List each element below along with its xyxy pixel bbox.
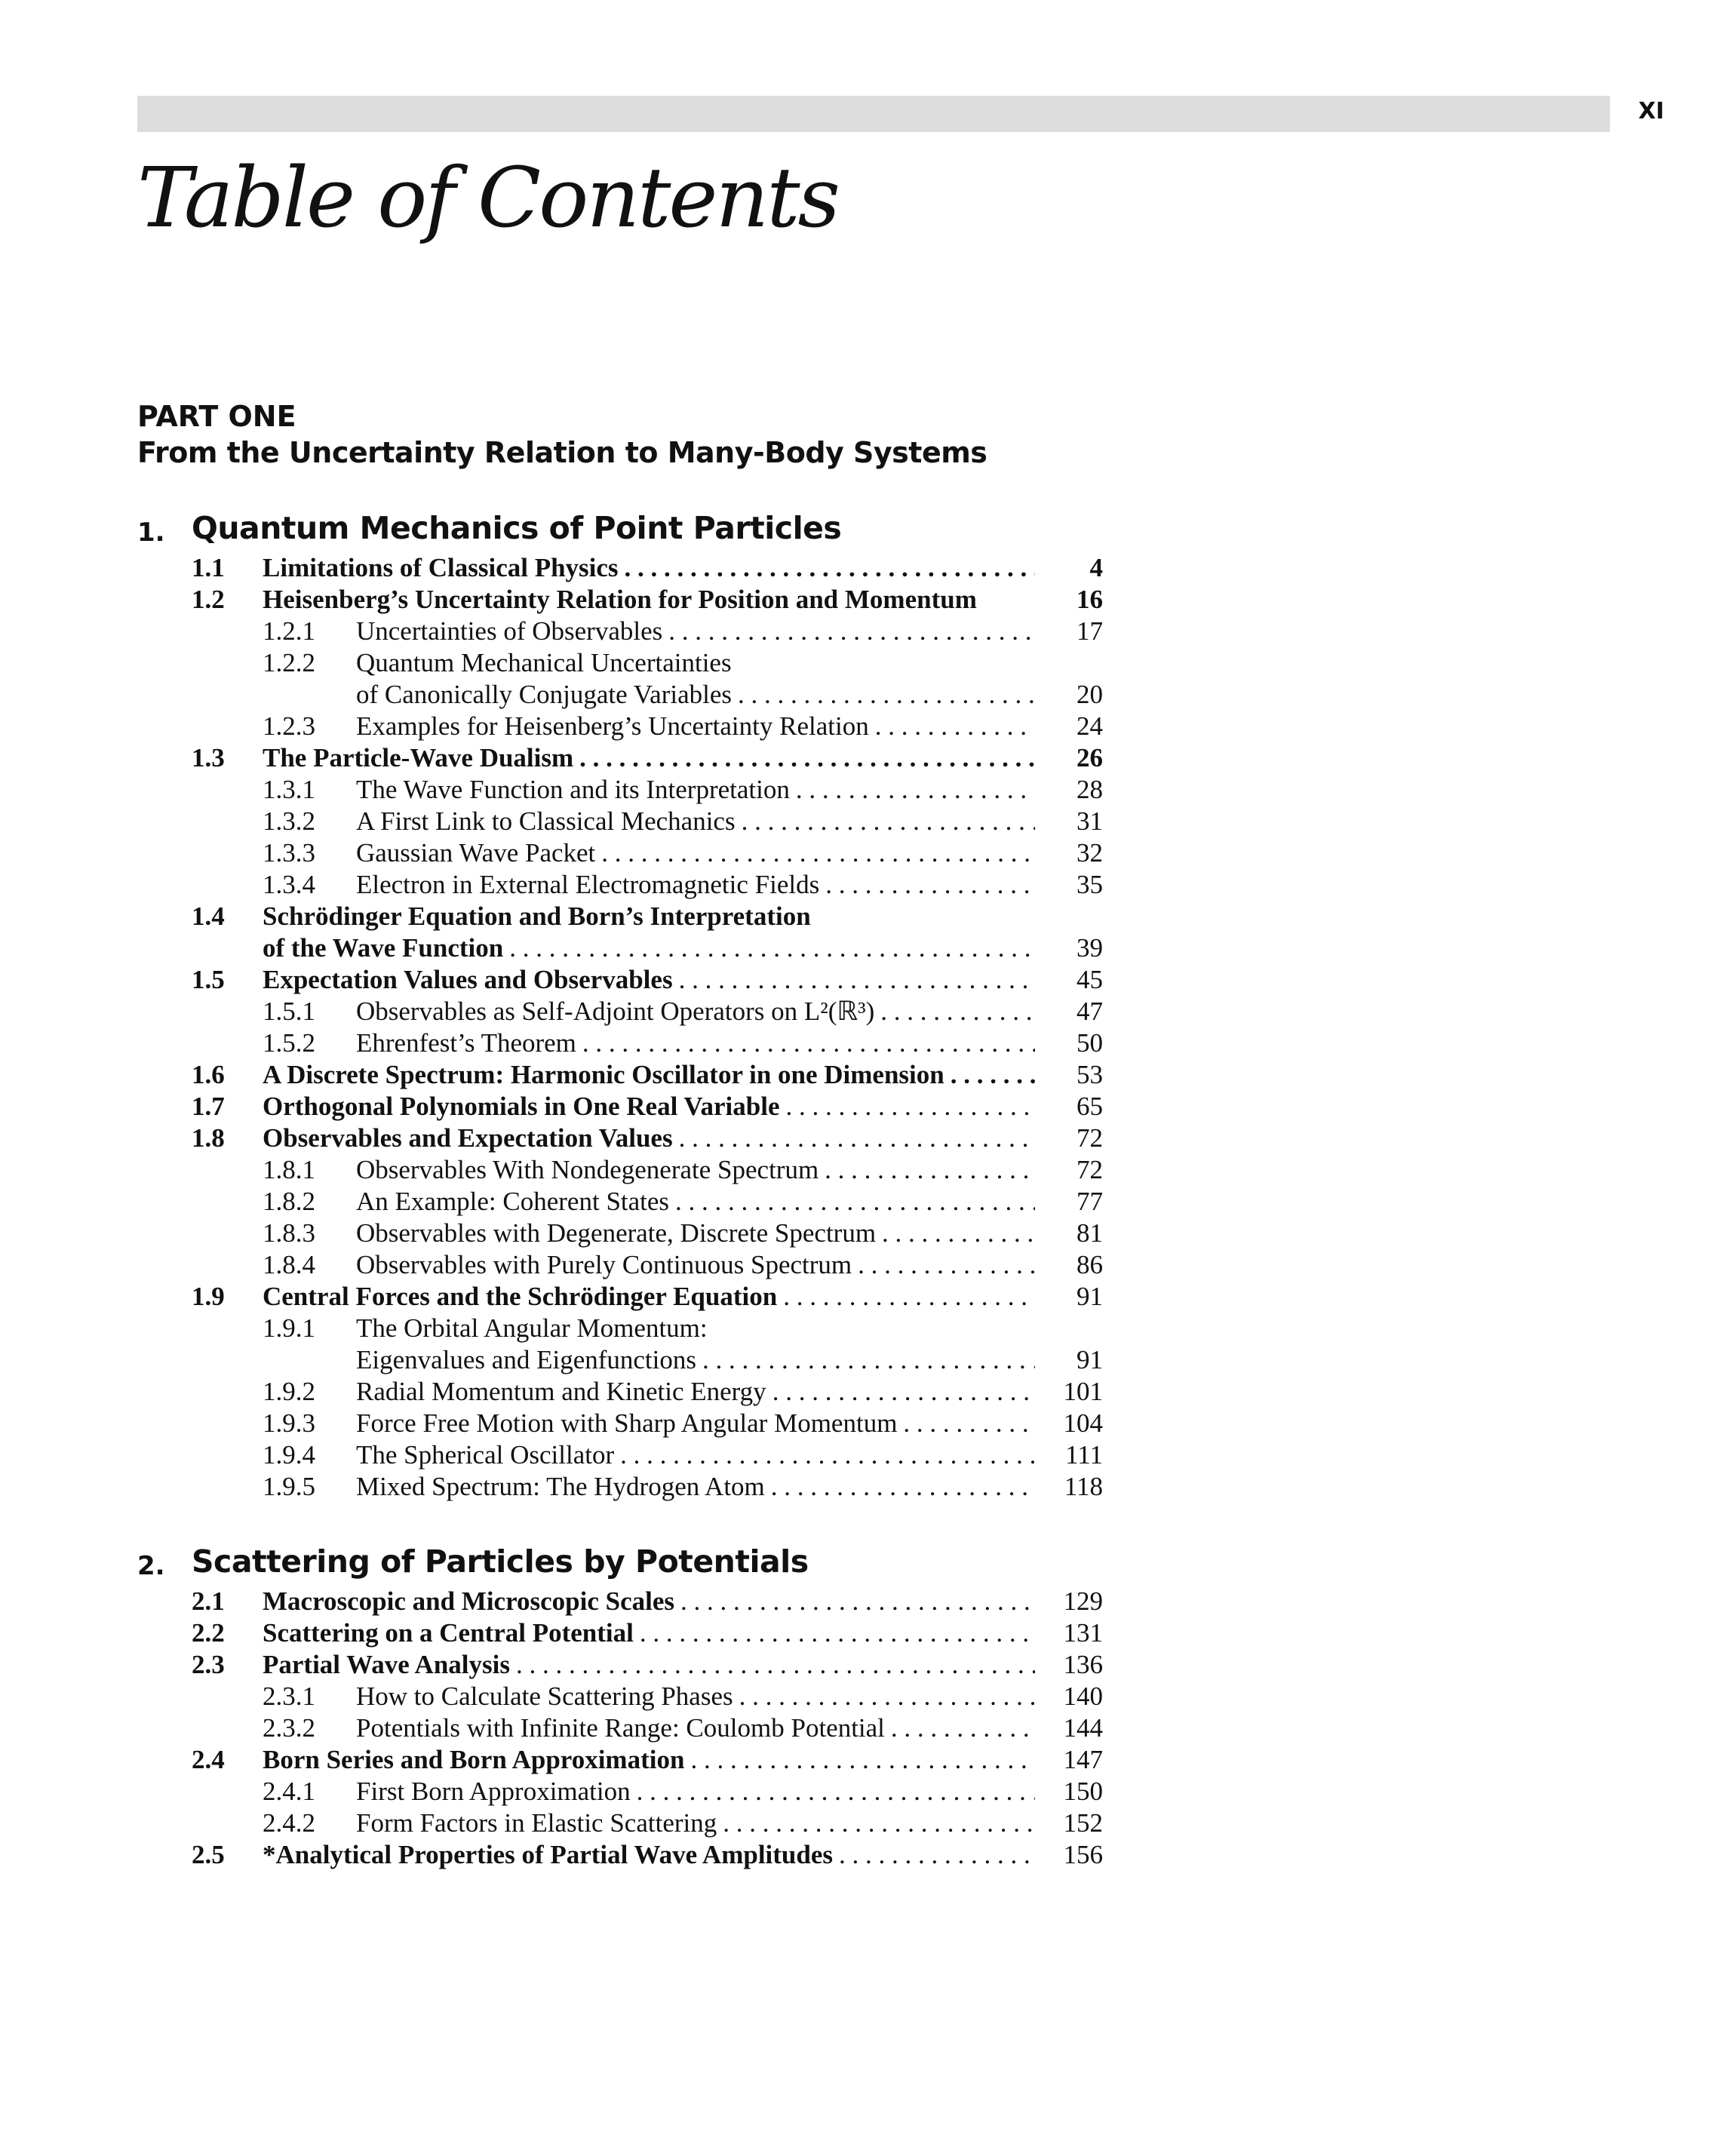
- entry-number: 1.2: [192, 585, 225, 614]
- entry-title: Quantum Mechanical Uncertainties: [356, 648, 732, 677]
- part-label: PART ONE: [137, 400, 296, 433]
- entry-title: Observables with Degenerate, Discrete Spectrum: [356, 1218, 877, 1248]
- entry-number: 1.5: [192, 965, 225, 994]
- entry-number: 2.5: [192, 1840, 225, 1869]
- entry-number: 2.4: [192, 1745, 225, 1774]
- toc-entry[interactable]: [137, 1027, 1103, 1059]
- toc-entry[interactable]: [137, 1281, 1103, 1313]
- entry-page: 20: [1077, 680, 1103, 709]
- header-bar: [137, 96, 1610, 132]
- entry-page: 47: [1077, 997, 1103, 1026]
- entry-number: 1.8.2: [263, 1187, 315, 1216]
- toc-entry[interactable]: [137, 901, 1103, 932]
- toc-entry[interactable]: [137, 616, 1103, 647]
- entry-title: The Wave Function and its Interpretation: [356, 775, 790, 804]
- entry-page: 86: [1077, 1250, 1103, 1279]
- part-subtitle: From the Uncertainty Relation to Many-Body Systems: [137, 436, 987, 469]
- chapter-1: [137, 510, 1103, 1503]
- entry-title: Examples for Heisenberg’s Uncertainty Relation: [356, 711, 869, 741]
- entry-title: The Particle-Wave Dualism: [263, 743, 574, 772]
- entry-page: 140: [1063, 1681, 1103, 1711]
- chapter-number: 2.: [137, 1551, 165, 1581]
- entry-page: 24: [1077, 711, 1103, 741]
- entry-page: 104: [1063, 1408, 1103, 1438]
- toc-entry[interactable]: [137, 1091, 1103, 1123]
- entry-title: Schrödinger Equation and Born’s Interpretation: [263, 901, 811, 931]
- entry-title: Force Free Motion with Sharp Angular Momentum: [356, 1408, 898, 1438]
- entry-page: 118: [1064, 1472, 1103, 1501]
- chapter-title: Scattering of Particles by Potentials: [192, 1543, 809, 1580]
- entry-page: 50: [1077, 1028, 1103, 1058]
- entry-number: 1.4: [192, 901, 225, 931]
- entry-title: Radial Momentum and Kinetic Energy: [356, 1377, 766, 1406]
- entry-title: How to Calculate Scattering Phases: [356, 1681, 733, 1711]
- toc-entry[interactable]: [137, 584, 1103, 616]
- entry-page: 26: [1077, 743, 1103, 772]
- entry-number: 1.9.2: [263, 1377, 315, 1406]
- entry-page: 31: [1077, 806, 1103, 836]
- entry-number: 1.8: [192, 1123, 225, 1153]
- toc-entry[interactable]: [137, 1807, 1103, 1839]
- toc-entry-continuation[interactable]: [137, 1344, 1103, 1376]
- entry-page: 129: [1063, 1586, 1103, 1616]
- entry-title: A First Link to Classical Mechanics: [356, 806, 736, 836]
- chapter-heading: [137, 510, 1103, 552]
- entry-number: 2.3.1: [263, 1681, 315, 1711]
- entry-number: 2.3.2: [263, 1713, 315, 1743]
- entry-title: Born Series and Born Approximation: [263, 1745, 685, 1774]
- toc-entry[interactable]: [137, 1744, 1103, 1776]
- entry-page: 111: [1065, 1440, 1103, 1470]
- entry-page: 45: [1077, 965, 1103, 994]
- entry-page: 72: [1077, 1123, 1103, 1153]
- entry-title: An Example: Coherent States: [356, 1187, 670, 1216]
- toc-entry[interactable]: [137, 1586, 1103, 1617]
- entry-page: 32: [1077, 838, 1103, 868]
- toc-entry[interactable]: [137, 1218, 1103, 1249]
- entry-number: 1.1: [192, 553, 225, 582]
- entry-page: 17: [1077, 616, 1103, 646]
- entry-page: 65: [1077, 1092, 1103, 1121]
- chapter-heading: [137, 1543, 1103, 1586]
- entry-title: Macroscopic and Microscopic Scales: [263, 1586, 674, 1616]
- toc-entry[interactable]: [137, 1712, 1103, 1744]
- toc-entry[interactable]: [137, 964, 1103, 996]
- entry-title: Observables with Purely Continuous Spectrum: [356, 1250, 852, 1279]
- entry-page: 91: [1077, 1282, 1103, 1311]
- entry-title: Observables as Self-Adjoint Operators on L²(ℝ³): [356, 997, 875, 1026]
- toc-entry[interactable]: [137, 711, 1103, 742]
- entry-number: 1.3: [192, 743, 225, 772]
- entry-title: First Born Approximation: [356, 1777, 631, 1806]
- entry-page: 91: [1077, 1345, 1103, 1374]
- entry-page: 77: [1077, 1187, 1103, 1216]
- entry-number: 1.3.4: [263, 870, 315, 899]
- toc-entry[interactable]: [137, 647, 1103, 679]
- entry-page: 53: [1077, 1060, 1103, 1089]
- entry-number: 2.2: [192, 1618, 225, 1648]
- entry-number: 1.9: [192, 1282, 225, 1311]
- entry-page: 81: [1077, 1218, 1103, 1248]
- toc-entry[interactable]: [137, 1059, 1103, 1091]
- entry-title: Limitations of Classical Physics: [263, 553, 619, 582]
- toc-entry[interactable]: [137, 1649, 1103, 1681]
- entry-title: Heisenberg’s Uncertainty Relation for Position and Momentum: [263, 585, 977, 614]
- entry-title: of Canonically Conjugate Variables: [356, 680, 732, 709]
- entry-number: 1.9.5: [263, 1472, 315, 1501]
- toc-entry[interactable]: [137, 1471, 1103, 1503]
- entry-title: Electron in External Electromagnetic Fields: [356, 870, 820, 899]
- page-title: Table of Contents: [137, 149, 839, 246]
- entry-number: 1.6: [192, 1060, 225, 1089]
- entry-number: 2.3: [192, 1650, 225, 1679]
- entry-number: 1.8.4: [263, 1250, 315, 1279]
- toc-entry[interactable]: [137, 1376, 1103, 1408]
- entry-number: 2.4.2: [263, 1808, 315, 1838]
- entry-title: The Orbital Angular Momentum:: [356, 1313, 708, 1343]
- entry-number: 1.8.3: [263, 1218, 315, 1248]
- toc-entry[interactable]: [137, 742, 1103, 774]
- chapter-title: Quantum Mechanics of Point Particles: [192, 510, 842, 546]
- entry-page: 131: [1063, 1618, 1103, 1648]
- entry-title: Orthogonal Polynomials in One Real Variable: [263, 1092, 780, 1121]
- toc-entry[interactable]: [137, 806, 1103, 837]
- entry-number: 1.2.2: [263, 648, 315, 677]
- entry-number: 1.3.2: [263, 806, 315, 836]
- entry-title: of the Wave Function: [263, 933, 504, 963]
- entry-number: 1.2.1: [263, 616, 315, 646]
- entry-title: *Analytical Properties of Partial Wave Amplitudes: [263, 1840, 834, 1869]
- page-number: XI: [1638, 98, 1664, 124]
- entry-title: Expectation Values and Observables: [263, 965, 673, 994]
- entry-number: 1.8.1: [263, 1155, 315, 1184]
- entry-title: Ehrenfest’s Theorem: [356, 1028, 576, 1058]
- toc-entry[interactable]: [137, 1186, 1103, 1218]
- entry-page: 28: [1077, 775, 1103, 804]
- entry-number: 1.7: [192, 1092, 225, 1121]
- entry-page: 136: [1063, 1650, 1103, 1679]
- chapter-number: 1.: [137, 518, 165, 548]
- entry-title: The Spherical Oscillator: [356, 1440, 615, 1470]
- entry-title: Mixed Spectrum: The Hydrogen Atom: [356, 1472, 765, 1501]
- chapter-2: [137, 1543, 1103, 1871]
- toc-entry[interactable]: [137, 837, 1103, 869]
- entry-title: Scattering on a Central Potential: [263, 1618, 634, 1648]
- entry-title: Eigenvalues and Eigenfunctions: [356, 1345, 696, 1374]
- entry-number: 1.3.3: [263, 838, 315, 868]
- toc-entry[interactable]: [137, 1617, 1103, 1649]
- toc-entry[interactable]: [137, 774, 1103, 806]
- entry-page: 35: [1077, 870, 1103, 899]
- entry-title: Observables and Expectation Values: [263, 1123, 673, 1153]
- entry-title: Gaussian Wave Packet: [356, 838, 596, 868]
- entry-title: Form Factors in Elastic Scattering: [356, 1808, 717, 1838]
- entry-title: Uncertainties of Observables: [356, 616, 663, 646]
- entry-page: 147: [1063, 1745, 1103, 1774]
- entry-page: 144: [1063, 1713, 1103, 1743]
- toc-entry-continuation[interactable]: [137, 932, 1103, 964]
- entry-page: 150: [1063, 1777, 1103, 1806]
- entry-title: Observables With Nondegenerate Spectrum: [356, 1155, 819, 1184]
- toc-entry[interactable]: [137, 1681, 1103, 1712]
- toc-entry[interactable]: [137, 552, 1103, 584]
- toc-entry[interactable]: [137, 996, 1103, 1027]
- toc-entry[interactable]: [137, 1776, 1103, 1807]
- toc-entry[interactable]: [137, 1123, 1103, 1154]
- entry-number: 2.4.1: [263, 1777, 315, 1806]
- entry-number: 1.5.2: [263, 1028, 315, 1058]
- entry-page: 72: [1077, 1155, 1103, 1184]
- toc-entry[interactable]: [137, 1408, 1103, 1439]
- toc-entry[interactable]: [137, 869, 1103, 901]
- entry-title: Central Forces and the Schrödinger Equation: [263, 1282, 778, 1311]
- toc-entry[interactable]: [137, 1439, 1103, 1471]
- entry-page: 156: [1063, 1840, 1103, 1869]
- entry-page: 39: [1077, 933, 1103, 963]
- entry-page: 16: [1077, 585, 1103, 614]
- toc-entry[interactable]: [137, 1154, 1103, 1186]
- entry-number: 1.3.1: [263, 775, 315, 804]
- entry-page: 101: [1063, 1377, 1103, 1406]
- entry-number: 1.2.3: [263, 711, 315, 741]
- entry-page: 4: [1089, 553, 1103, 582]
- entry-number: 1.9.4: [263, 1440, 315, 1470]
- entry-title: Partial Wave Analysis: [263, 1650, 510, 1679]
- entry-title: A Discrete Spectrum: Harmonic Oscillator in one Dimension: [263, 1060, 944, 1089]
- toc-entry-continuation[interactable]: [137, 679, 1103, 711]
- toc-entry[interactable]: [137, 1839, 1103, 1871]
- entry-number: 1.9.3: [263, 1408, 315, 1438]
- entry-title: Potentials with Infinite Range: Coulomb Potential: [356, 1713, 885, 1743]
- entry-number: 1.9.1: [263, 1313, 315, 1343]
- entry-page: 152: [1063, 1808, 1103, 1838]
- entry-number: 1.5.1: [263, 997, 315, 1026]
- toc-entry[interactable]: [137, 1249, 1103, 1281]
- toc-entry[interactable]: [137, 1313, 1103, 1344]
- entry-number: 2.1: [192, 1586, 225, 1616]
